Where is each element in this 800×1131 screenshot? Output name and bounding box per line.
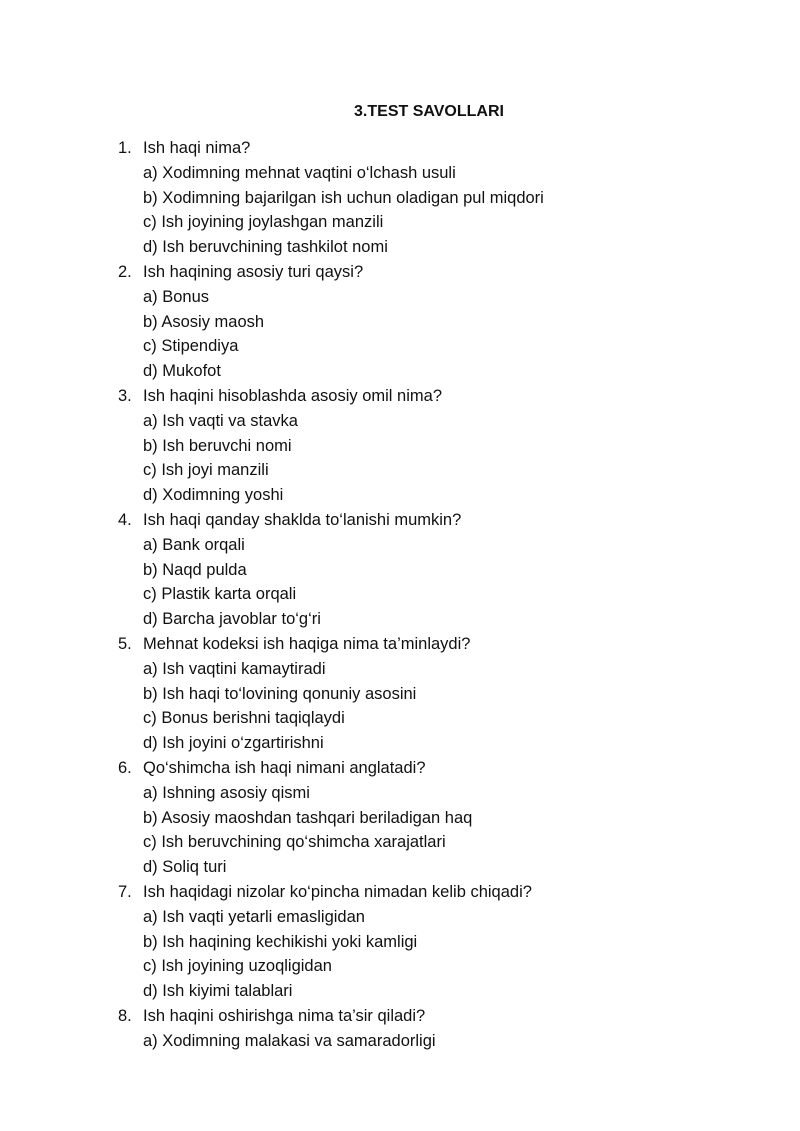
answer-option: a) Xodimning malakasi va samaradorligi [143, 1031, 436, 1050]
answer-options [118, 657, 758, 756]
answer-options [118, 781, 758, 880]
answer-option: b) Ish haqi to‘lovining qonuniy asosini [143, 684, 417, 703]
question-line [118, 508, 758, 533]
question-number: 3. [118, 386, 132, 405]
answer-option: a) Bonus [143, 287, 210, 306]
answer-options [118, 1029, 758, 1054]
answer-option: c) Plastik karta orqali [143, 585, 297, 604]
question-text: Mehnat kodeksi ish haqiga nima ta’minlaydi? [143, 634, 471, 653]
question-line [118, 136, 758, 161]
question-text: Qo‘shimcha ish haqi nimani anglatadi? [143, 758, 426, 777]
answer-options [118, 533, 758, 632]
question-number: 6. [118, 758, 132, 777]
answer-option: d) Barcha javoblar to‘g‘ri [143, 610, 321, 629]
question-text: Ish haqi nima? [143, 139, 251, 157]
question-item [118, 260, 758, 384]
answer-option: b) Asosiy maosh [143, 312, 265, 331]
answer-option: d) Mukofot [143, 362, 221, 381]
answer-option: c) Ish joyining joylashgan manzili [143, 213, 384, 232]
question-item [118, 632, 758, 756]
question-item [118, 756, 758, 880]
question-number: 7. [118, 882, 132, 901]
question-line [118, 880, 758, 905]
question-item [118, 384, 758, 508]
question-text: Ish haqini hisoblashda asosiy omil nima? [143, 386, 442, 405]
answer-option: d) Ish beruvchining tashkilot nomi [143, 238, 388, 257]
answer-options [118, 161, 758, 260]
answer-option: c) Ish joyi manzili [143, 461, 269, 480]
page-title: 3.TEST SAVOLLARI [354, 103, 504, 120]
answer-option: c) Bonus berishni taqiqlaydi [143, 709, 345, 728]
question-text: Ish haqidagi nizolar ko‘pincha nimadan kelib chiqadi? [143, 882, 532, 901]
question-line [118, 260, 758, 285]
answer-option: a) Ish vaqti yetarli emasligidan [143, 907, 365, 926]
answer-option: b) Xodimning bajarilgan ish uchun oladigan pul miqdori [143, 188, 544, 207]
question-number: 2. [118, 262, 132, 281]
answer-option: d) Ish joyini o‘zgartirishni [143, 734, 324, 753]
question-line [118, 384, 758, 409]
answer-option: c) Stipendiya [143, 337, 239, 356]
answer-option: c) Ish beruvchining qo‘shimcha xarajatlari [143, 833, 446, 852]
answer-option: d) Ish kiyimi talablari [143, 982, 293, 1001]
answer-options [118, 905, 758, 1004]
question-text: Ish haqining asosiy turi qaysi? [143, 262, 364, 281]
question-item [118, 136, 758, 260]
answer-option: a) Xodimning mehnat vaqtini o‘lchash usuli [143, 163, 456, 182]
question-item [118, 508, 758, 632]
answer-option: a) Ish vaqti va stavka [143, 411, 298, 430]
question-line [118, 1004, 758, 1029]
question-number: 5. [118, 634, 132, 653]
question-text: Ish haqi qanday shaklda to‘lanishi mumkin? [143, 510, 462, 529]
question-text: Ish haqini oshirishga nima ta’sir qiladi? [143, 1006, 426, 1025]
answer-options [118, 285, 758, 384]
answer-option: b) Ish haqining kechikishi yoki kamligi [143, 932, 418, 951]
question-item [118, 880, 758, 1004]
answer-option: b) Asosiy maoshdan tashqari beriladigan haq [143, 808, 473, 827]
question-number: 1. [118, 139, 132, 157]
question-number: 4. [118, 510, 132, 529]
question-number: 8. [118, 1006, 132, 1025]
question-line [118, 632, 758, 657]
question-item [118, 1004, 758, 1054]
answer-option: a) Bank orqali [143, 535, 245, 554]
question-line [118, 756, 758, 781]
answer-options [118, 409, 758, 508]
answer-option: a) Ish vaqtini kamaytiradi [143, 659, 326, 678]
question-list [118, 136, 758, 1053]
answer-option: c) Ish joyining uzoqligidan [143, 957, 332, 976]
answer-option: d) Soliq turi [143, 858, 227, 877]
answer-option: b) Naqd pulda [143, 560, 247, 579]
answer-option: b) Ish beruvchi nomi [143, 436, 292, 455]
answer-option: d) Xodimning yoshi [143, 486, 284, 505]
answer-option: a) Ishning asosiy qismi [143, 783, 310, 802]
